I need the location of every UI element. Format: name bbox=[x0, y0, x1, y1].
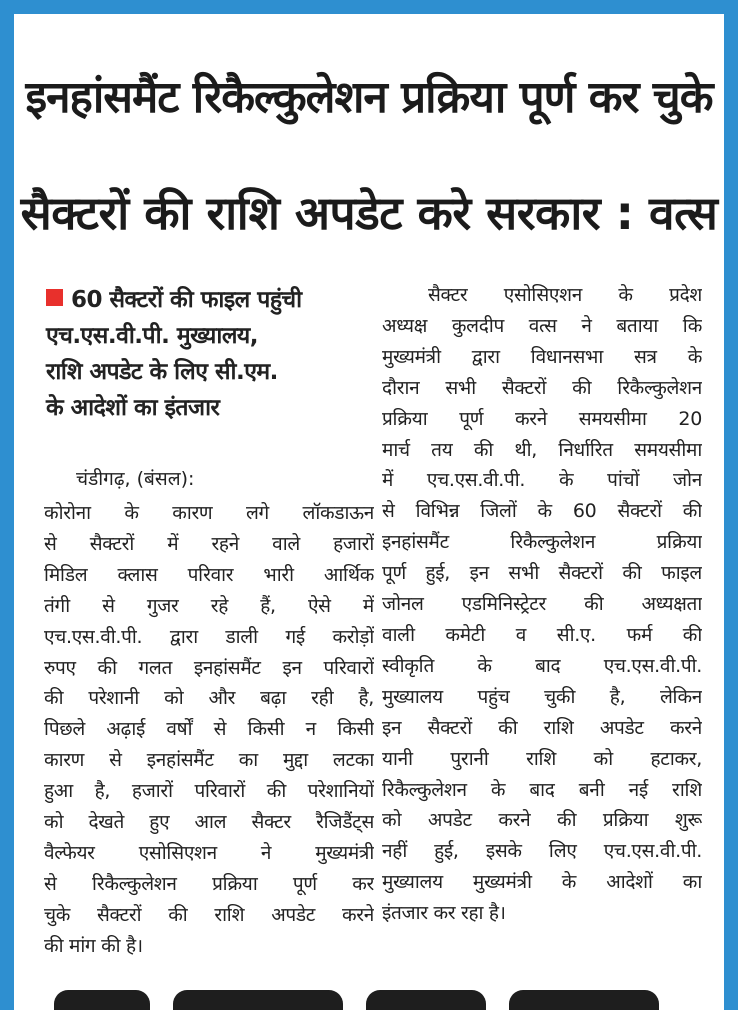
dateline: चंडीगढ़, (बंसल): bbox=[76, 468, 195, 490]
text-line: स्वीकृति के बाद एच.एस.वी.पी. bbox=[382, 654, 702, 677]
text-line: से सैक्टरों में रहने वाले हजारों bbox=[44, 532, 374, 555]
text-line: यानी पुरानी राशि को हटाकर, bbox=[382, 747, 702, 770]
text-line: रुपए की गलत इनहांसमैंट इन परिवारों bbox=[44, 656, 374, 679]
text-line: पूर्ण हुई, इन सभी सैक्टरों की फाइल bbox=[382, 562, 702, 585]
cropped-glyph bbox=[173, 990, 343, 1010]
red-square-bullet-icon bbox=[46, 289, 63, 306]
text-line: सैक्टर एसोसिएशन के प्रदेश bbox=[428, 284, 702, 306]
text-line: मुख्यालय पहुंच चुकी है, लेकिन bbox=[382, 685, 702, 708]
text-line: मार्च तय की थी, निर्धारित समयसीमा bbox=[382, 438, 702, 461]
text-line: एच.एस.वी.पी. द्वारा डाली गई करोड़ों bbox=[44, 625, 374, 648]
cropped-glyph bbox=[54, 990, 150, 1010]
text-line: जोनल एडमिनिस्ट्रेटर की अध्यक्षता bbox=[382, 593, 702, 616]
text-line: इनहांसमैंट रिकैल्कुलेशन प्रक्रिया bbox=[382, 531, 702, 554]
text-line: चुके सैक्टरों की राशि अपडेट करने bbox=[44, 903, 374, 926]
headline-line-1: इनहांसमैंट रिकैल्कुलेशन प्रक्रिया पूर्ण कर चुके bbox=[25, 72, 713, 123]
text-line: से विभिन्न जिलों के 60 सैक्टरों की bbox=[382, 500, 702, 523]
text-line: में एच.एस.वी.पी. के पांचों जोन bbox=[382, 469, 702, 492]
text-line: मिडिल क्लास परिवार भारी आर्थिक bbox=[44, 563, 374, 586]
text-line: नहीं हुई, इसके लिए एच.एस.वी.पी. bbox=[382, 840, 702, 863]
text-line: इन सैक्टरों की राशि अपडेट करने bbox=[382, 716, 702, 739]
text-line: दौरान सभी सैक्टरों की रिकैल्कुलेशन bbox=[382, 376, 702, 399]
text-line: कोरोना के कारण लगे लॉकडाऊन bbox=[44, 502, 374, 524]
headline-line-2: सैक्टरों की राशि अपडेट करे सरकार : वत्स bbox=[20, 186, 718, 240]
text-line: अध्यक्ष कुलदीप वत्स ने बताया कि bbox=[382, 314, 702, 337]
text-line: रिकैल्कुलेशन के बाद बनी नई राशि bbox=[382, 778, 702, 801]
text-line: कारण से इनहांसमैंट का मुद्दा लटका bbox=[44, 749, 374, 772]
text-line: वाली कमेटी व सी.ए. फर्म की bbox=[382, 623, 702, 646]
text-line: मुख्यमंत्री द्वारा विधानसभा सत्र के bbox=[382, 345, 702, 368]
subheadline-line: के आदेशों का इंतजार bbox=[46, 395, 220, 421]
cropped-glyph bbox=[509, 990, 659, 1010]
text-line: पिछले अढ़ाई वर्षों से किसी न किसी bbox=[44, 718, 374, 741]
text-line: प्रक्रिया पूर्ण करने समयसीमा 20 bbox=[382, 407, 702, 430]
article-column-left bbox=[44, 498, 374, 962]
text-line: वैल्फेयर एसोसिएशन ने मुख्यमंत्री bbox=[44, 841, 374, 864]
subheadline-line: एच.एस.वी.पी. मुख्यालय, bbox=[46, 323, 258, 349]
article-column-right bbox=[382, 280, 702, 929]
text-line: मुख्यालय मुख्यमंत्री के आदेशों का bbox=[382, 871, 702, 894]
subheadline-line: 60 सैक्टरों की फाइल पहुंची bbox=[46, 282, 366, 318]
text-line: से रिकैल्कुलेशन प्रक्रिया पूर्ण कर bbox=[44, 872, 374, 895]
text-line: को अपडेट करने की प्रक्रिया शुरू bbox=[382, 809, 702, 832]
text-line: हुआ है, हजारों परिवारों की परेशानियों bbox=[44, 780, 374, 803]
text-line: को देखते हुए आल सैक्टर रैजिडैंट्स bbox=[44, 811, 374, 834]
text-line: इंतजार कर रहा है। bbox=[382, 902, 506, 925]
subheadline bbox=[46, 282, 366, 426]
text-line: की परेशानी को और बढ़ा रही है, bbox=[44, 687, 374, 710]
text-line: की मांग की है। bbox=[44, 934, 143, 957]
cropped-glyph bbox=[366, 990, 486, 1010]
subheadline-line: राशि अपडेट के लिए सी.एम. bbox=[46, 359, 278, 385]
text-line: तंगी से गुजर रहे हैं, ऐसे में bbox=[44, 594, 374, 617]
newspaper-clipping bbox=[14, 14, 724, 1010]
cropped-next-headline bbox=[54, 990, 704, 1010]
